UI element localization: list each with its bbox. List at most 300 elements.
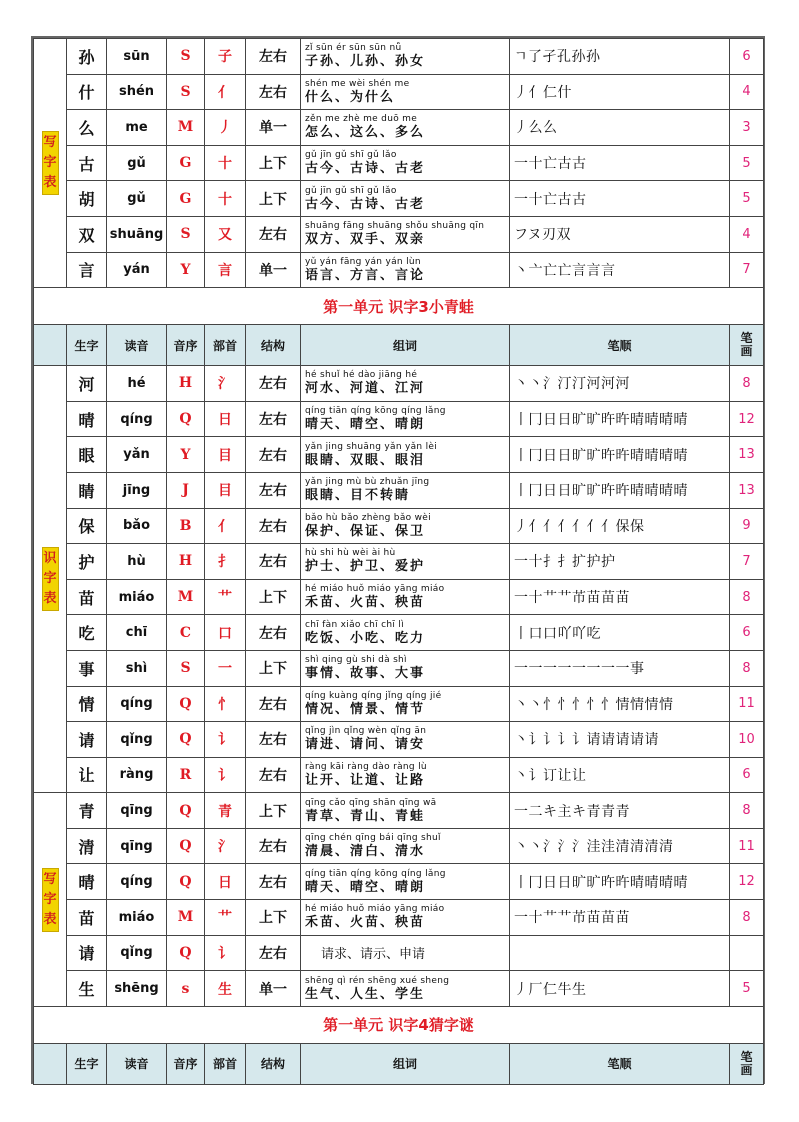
character-cell: 请 [67,935,107,971]
pinyin-cell: gǔ [107,145,167,181]
words-cell [301,864,510,900]
words-pinyin: shì qing gù shi dà shì [305,655,407,666]
character-cell: 睛 [67,472,107,508]
initial-cell: Y [167,437,205,473]
words-text: 语言、方言、言论 [305,267,426,283]
initial-cell: R [167,757,205,793]
structure-cell: 左右 [246,544,301,580]
words-cell [301,686,510,722]
pinyin-cell: shén [107,74,167,110]
character-cell: 河 [67,366,107,402]
words-cell [301,110,510,146]
stroke-count-cell [730,935,764,971]
words-pinyin: gǔ jīn gǔ shī gǔ lǎo [305,150,397,161]
table-row [34,110,764,146]
pinyin-cell: miáo [107,900,167,936]
radical-cell: 氵 [205,828,246,864]
table-row [34,722,764,758]
words-text: 古今、古诗、古老 [305,161,426,177]
character-cell: 言 [67,252,107,288]
character-cell: 吃 [67,615,107,651]
words-cell [301,437,510,473]
section-badge-cell [34,39,67,288]
stroke-count-cell: 7 [730,252,764,288]
stroke-count-cell: 9 [730,508,764,544]
words-pinyin: qīng chén qīng bái qīng shuǐ [305,833,441,844]
table-row [34,216,764,252]
stroke-order-cell: 丨冂日日旷旷旿旿晴晴晴晴 [510,401,730,437]
words-cell [301,145,510,181]
initial-cell: M [167,900,205,936]
radical-cell: 目 [205,472,246,508]
words-cell [301,366,510,402]
initial-cell: S [167,39,205,75]
section-badge: 写字表 [42,868,59,932]
stroke-count-cell: 12 [730,401,764,437]
table-row [34,252,764,288]
words-cell [301,401,510,437]
pinyin-cell: qǐng [107,935,167,971]
words-text: 什么、为什么 [305,89,396,105]
table-header-row [34,1043,764,1084]
stroke-order-cell: 丶亠亡亡言言言 [510,252,730,288]
structure-cell: 上下 [246,181,301,217]
radical-cell: 目 [205,437,246,473]
words-pinyin: yǔ yán fāng yán yán lùn [305,256,421,267]
initial-cell: Q [167,722,205,758]
words-text: 晴天、晴空、晴朗 [305,417,426,433]
words-text: 生气、人生、学生 [305,986,426,1002]
initial-cell: Y [167,252,205,288]
structure-cell: 左右 [246,615,301,651]
structure-cell: 上下 [246,900,301,936]
stroke-order-cell: 丨口口吖吖吃 [510,615,730,651]
header-count [730,325,764,366]
radical-cell: 十 [205,145,246,181]
table-row [34,145,764,181]
stroke-count-cell: 13 [730,437,764,473]
stroke-count-cell: 5 [730,145,764,181]
header-radical: 部首 [205,1043,246,1084]
character-cell: 保 [67,508,107,544]
pinyin-cell: shēng [107,971,167,1007]
radical-cell: 言 [205,252,246,288]
character-cell: 苗 [67,900,107,936]
stroke-count-cell: 4 [730,216,764,252]
stroke-order-cell: 丶丶氵汀汀河河河 [510,366,730,402]
structure-cell: 上下 [246,793,301,829]
structure-cell: 左右 [246,508,301,544]
words-pinyin: shén me wèi shén me [305,78,410,89]
pinyin-cell: qíng [107,864,167,900]
header-pinyin: 读音 [107,1043,167,1084]
character-cell: 古 [67,145,107,181]
words-text: 护士、护卫、爱护 [305,559,426,575]
words-text: 禾苗、火苗、秧苗 [305,915,426,931]
words-pinyin: hé miáo huǒ miáo yāng miáo [305,904,445,915]
structure-cell: 左右 [246,935,301,971]
radical-cell: 一 [205,650,246,686]
pinyin-cell: bǎo [107,508,167,544]
words-text: 河水、河道、江河 [305,381,426,397]
radical-cell: 生 [205,971,246,1007]
radical-cell: 又 [205,216,246,252]
initial-cell: Q [167,935,205,971]
header-radical: 部首 [205,325,246,366]
stroke-order-cell: 丿亻亻亻亻亻亻保保 [510,508,730,544]
character-cell: 胡 [67,181,107,217]
header-blank [34,325,67,366]
initial-cell: Q [167,686,205,722]
table-row [34,757,764,793]
character-table [33,38,764,1085]
radical-cell: 艹 [205,579,246,615]
initial-cell: H [167,366,205,402]
radical-cell: 亻 [205,74,246,110]
header-pinyin: 读音 [107,325,167,366]
words-cell [301,793,510,829]
table-row [34,579,764,615]
initial-cell: B [167,508,205,544]
unit-title: 第一单元 识字4猜字谜 [34,1006,764,1043]
initial-cell: s [167,971,205,1007]
header-count-label: 笔画 [740,331,753,359]
stroke-order-cell: 丶丶忄忄忄忄忄情情情情 [510,686,730,722]
initial-cell: Q [167,864,205,900]
words-text: 让开、让道、让路 [305,772,426,788]
character-cell: 晴 [67,864,107,900]
stroke-count-cell: 8 [730,900,764,936]
header-initial: 音序 [167,1043,205,1084]
table-row [34,39,764,75]
words-cell [301,722,510,758]
header-char: 生字 [67,1043,107,1084]
stroke-order-cell: 丿厂仁牛生 [510,971,730,1007]
stroke-order-cell: 一十亡古古 [510,181,730,217]
character-cell: 请 [67,722,107,758]
character-cell: 事 [67,650,107,686]
pinyin-cell: qǐng [107,722,167,758]
table-row [34,401,764,437]
words-text: 晴天、晴空、晴朗 [305,879,426,895]
structure-cell: 左右 [246,401,301,437]
table-header-row [34,325,764,366]
words-text: 清晨、清白、清水 [305,844,426,860]
structure-cell: 左右 [246,828,301,864]
words-pinyin: hù shi hù wèi ài hù [305,548,396,559]
header-words: 组词 [301,1043,510,1084]
table-row [34,74,764,110]
words-cell [301,615,510,651]
words-cell [301,472,510,508]
character-cell: 双 [67,216,107,252]
radical-cell: 日 [205,864,246,900]
header-structure: 结构 [246,1043,301,1084]
structure-cell: 上下 [246,145,301,181]
radical-cell: 日 [205,401,246,437]
words-pinyin: gǔ jīn gǔ shī gǔ lǎo [305,185,397,196]
words-text: 青草、青山、青蛙 [305,808,426,824]
words-pinyin: zěn me zhè me duō me [305,114,418,125]
radical-cell: 艹 [205,900,246,936]
initial-cell: Q [167,828,205,864]
stroke-count-cell: 5 [730,971,764,1007]
header-words: 组词 [301,325,510,366]
table-row [34,508,764,544]
structure-cell: 单一 [246,252,301,288]
words-cell [301,650,510,686]
words-text: 禾苗、火苗、秧苗 [305,595,426,611]
table-row [34,971,764,1007]
structure-cell: 上下 [246,579,301,615]
words-pinyin: qíng kuàng qíng jǐng qíng jié [305,690,442,701]
header-count-label: 笔画 [740,1049,753,1077]
stroke-count-cell: 13 [730,472,764,508]
initial-cell: H [167,544,205,580]
table-row [34,864,764,900]
table-row [34,686,764,722]
structure-cell: 左右 [246,74,301,110]
stroke-count-cell: 6 [730,39,764,75]
words-text: 保护、保证、保卫 [305,523,426,539]
initial-cell: S [167,650,205,686]
stroke-count-cell: 8 [730,579,764,615]
initial-cell: J [167,472,205,508]
words-text: 事情、故事、大事 [305,666,426,682]
structure-cell: 左右 [246,39,301,75]
stroke-order-cell [510,935,730,971]
stroke-order-cell: 一十亡古古 [510,145,730,181]
initial-cell: G [167,181,205,217]
initial-cell: Q [167,793,205,829]
table-row [34,828,764,864]
pinyin-cell: sūn [107,39,167,75]
initial-cell: S [167,74,205,110]
words-cell [301,828,510,864]
stroke-order-cell: ㄱ了孑孔孙孙 [510,39,730,75]
vocabulary-sheet [31,36,765,1084]
radical-cell: 丿 [205,110,246,146]
stroke-order-cell: 一一一一一一一一事 [510,650,730,686]
table-row [34,544,764,580]
pinyin-cell: yán [107,252,167,288]
stroke-order-cell: 丿亻仁什 [510,74,730,110]
pinyin-cell: miáo [107,579,167,615]
stroke-count-cell: 3 [730,110,764,146]
words-cell [301,216,510,252]
header-initial: 音序 [167,325,205,366]
character-cell: 让 [67,757,107,793]
character-cell: 苗 [67,579,107,615]
table-row [34,366,764,402]
words-cell [301,757,510,793]
structure-cell: 左右 [246,216,301,252]
words-text: 吃饭、小吃、吃力 [305,630,426,646]
words-text: 眼睛、目不转睛 [305,488,411,504]
structure-cell: 左右 [246,686,301,722]
stroke-count-cell: 10 [730,722,764,758]
stroke-order-cell: 一十艹艹芇苗苗苗 [510,579,730,615]
words-text: 请进、请问、请安 [305,737,426,753]
words-cell [301,544,510,580]
table-row [34,793,764,829]
words-cell [301,39,510,75]
character-cell: 青 [67,793,107,829]
stroke-count-cell: 5 [730,181,764,217]
pinyin-cell: gǔ [107,181,167,217]
structure-cell: 左右 [246,366,301,402]
pinyin-cell: shuāng [107,216,167,252]
words-text: 子孙、儿孙、孙女 [305,54,426,70]
header-strokes: 笔顺 [510,1043,730,1084]
stroke-order-cell: 丨冂日日旷旷旿旿晴晴晴晴 [510,437,730,473]
pinyin-cell: ràng [107,757,167,793]
structure-cell: 单一 [246,971,301,1007]
radical-cell: 青 [205,793,246,829]
section-badge-cell [34,366,67,793]
stroke-order-cell: 丶讠讠讠讠请请请请请 [510,722,730,758]
pinyin-cell: qīng [107,828,167,864]
section-badge-cell [34,793,67,1007]
header-char: 生字 [67,325,107,366]
unit-title-row [34,1006,764,1043]
words-cell [301,74,510,110]
words-cell [301,508,510,544]
stroke-order-cell: 丶讠订让让 [510,757,730,793]
character-cell: 么 [67,110,107,146]
initial-cell: G [167,145,205,181]
radical-cell: 十 [205,181,246,217]
character-cell: 情 [67,686,107,722]
character-cell: 生 [67,971,107,1007]
stroke-count-cell: 6 [730,757,764,793]
words-pinyin: qíng tiān qíng kōng qíng lǎng [305,868,446,879]
words-pinyin: bǎo hù bǎo zhèng bǎo wèi [305,512,431,523]
initial-cell: C [167,615,205,651]
stroke-count-cell: 11 [730,686,764,722]
header-blank [34,1043,67,1084]
pinyin-cell: qīng [107,793,167,829]
initial-cell: Q [167,401,205,437]
words-pinyin: yǎn jing shuāng yǎn yǎn lèi [305,441,438,452]
structure-cell: 左右 [246,757,301,793]
character-cell: 孙 [67,39,107,75]
words-text: 双方、双手、双亲 [305,232,426,248]
words-pinyin: ràng kāi ràng dào ràng lù [305,761,427,772]
character-cell: 护 [67,544,107,580]
radical-cell: 扌 [205,544,246,580]
radical-cell: 口 [205,615,246,651]
pinyin-cell: hù [107,544,167,580]
stroke-order-cell: 一十扌扌扩护护 [510,544,730,580]
table-row [34,900,764,936]
header-strokes: 笔顺 [510,325,730,366]
radical-cell: 忄 [205,686,246,722]
words-text: 古今、古诗、古老 [305,196,426,212]
stroke-count-cell: 12 [730,864,764,900]
stroke-count-cell: 8 [730,366,764,402]
words-pinyin: zǐ sūn ér sūn sūn nǚ [305,43,402,54]
pinyin-cell: jīng [107,472,167,508]
stroke-order-cell: 丨冂日日旷旷旿旿晴晴晴晴 [510,472,730,508]
structure-cell: 左右 [246,472,301,508]
initial-cell: S [167,216,205,252]
character-cell: 清 [67,828,107,864]
words-cell [301,971,510,1007]
pinyin-cell: hé [107,366,167,402]
character-cell: 眼 [67,437,107,473]
stroke-count-cell: 7 [730,544,764,580]
radical-cell: 子 [205,39,246,75]
stroke-count-cell: 8 [730,650,764,686]
words-cell [301,252,510,288]
pinyin-cell: chī [107,615,167,651]
character-cell: 晴 [67,401,107,437]
structure-cell: 单一 [246,110,301,146]
stroke-count-cell: 4 [730,74,764,110]
stroke-order-cell: 丿么么 [510,110,730,146]
pinyin-cell: qíng [107,686,167,722]
radical-cell: 讠 [205,722,246,758]
table-row [34,935,764,971]
stroke-order-cell: 丶丶氵氵氵洼洼清清清清 [510,828,730,864]
table-row [34,615,764,651]
words-cell [301,579,510,615]
stroke-count-cell: 8 [730,793,764,829]
radical-cell: 氵 [205,366,246,402]
words-cell [301,181,510,217]
words-cell: 请求、请示、申请 [301,935,510,971]
structure-cell: 上下 [246,650,301,686]
radical-cell: 亻 [205,508,246,544]
initial-cell: M [167,110,205,146]
words-pinyin: qǐng jìn qǐng wèn qǐng ān [305,726,427,737]
words-pinyin: hé miáo huǒ miáo yāng miáo [305,584,445,595]
words-pinyin: chī fàn xiǎo chī chī lì [305,619,404,630]
words-pinyin: qíng tiān qíng kōng qíng lǎng [305,406,446,417]
unit-title: 第一单元 识字3小青蛙 [34,288,764,325]
unit-title-row [34,288,764,325]
header-count [730,1043,764,1084]
character-cell: 什 [67,74,107,110]
words-pinyin: yǎn jing mù bù zhuǎn jīng [305,477,430,488]
table-row [34,472,764,508]
stroke-count-cell: 6 [730,615,764,651]
table-row [34,181,764,217]
header-structure: 结构 [246,325,301,366]
structure-cell: 左右 [246,437,301,473]
initial-cell: M [167,579,205,615]
structure-cell: 左右 [246,722,301,758]
words-pinyin: shēng qì rén shēng xué sheng [305,975,450,986]
radical-cell: 讠 [205,935,246,971]
stroke-order-cell: 一二キ主キ青青青 [510,793,730,829]
pinyin-cell: shì [107,650,167,686]
radical-cell: 讠 [205,757,246,793]
pinyin-cell: yǎn [107,437,167,473]
stroke-order-cell: 一十艹艹芇苗苗苗 [510,900,730,936]
words-text: 怎么、这么、多么 [305,125,426,141]
stroke-count-cell: 11 [730,828,764,864]
table-row [34,650,764,686]
words-pinyin: qīng cǎo qīng shān qīng wā [305,797,437,808]
stroke-order-cell: フヌ刃双 [510,216,730,252]
section-badge: 识字表 [42,547,59,611]
words-text: 眼睛、双眼、眼泪 [305,452,426,468]
words-text: 情况、情景、情节 [305,701,426,717]
pinyin-cell: qíng [107,401,167,437]
section-badge: 写字表 [42,131,59,195]
